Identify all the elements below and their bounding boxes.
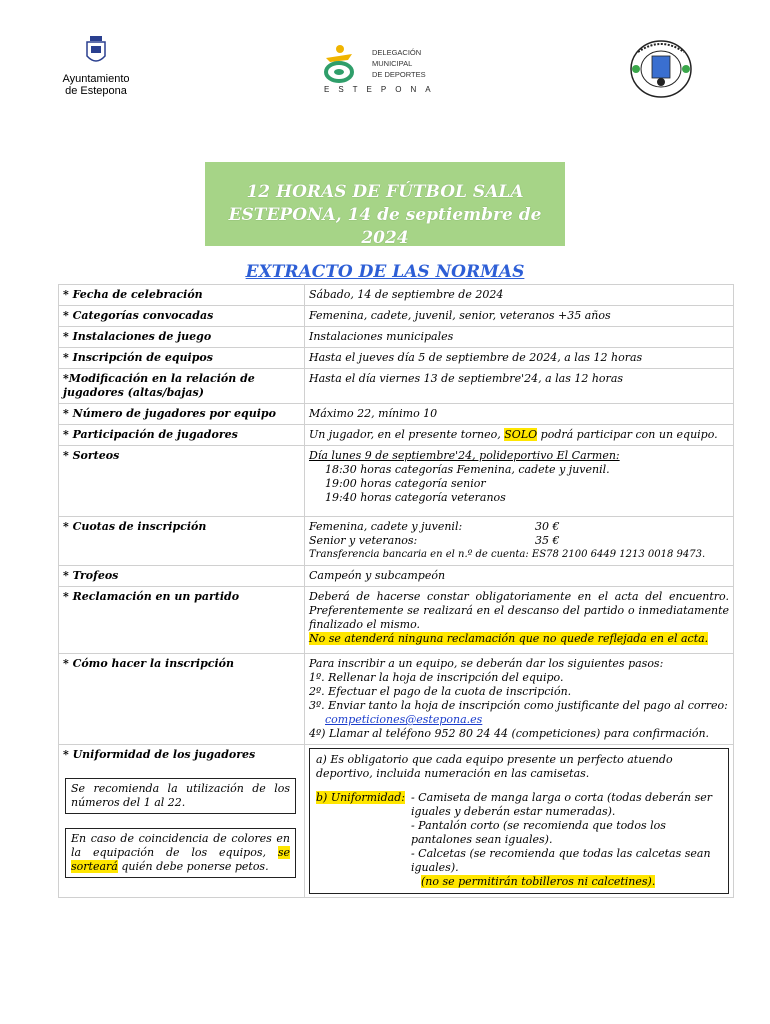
- fee-row: [309, 534, 729, 548]
- draw-time-3: 19:40 horas categoría veteranos: [325, 491, 506, 504]
- event-title: 12 HORAS DE FÚTBOL SALA: [246, 182, 524, 202]
- uniform-a: a) Es obligatorio que cada equipo presente un perfecto atuendo deportivo, incluida numeración en las camisetas.: [316, 753, 673, 780]
- table-row: [59, 327, 734, 348]
- sports-association-seal: [624, 38, 698, 100]
- registration-step-4: 4º) Llamar al teléfono 952 80 24 44 (competiciones) para confirmación.: [309, 727, 710, 740]
- participation-text-end: podrá participar con un equipo.: [537, 428, 718, 441]
- color-clash-text: En caso de coincidencia de colores en la equipación de los equipos,: [71, 832, 290, 859]
- rule-label: * Cuotas de inscripción: [59, 517, 305, 566]
- uniform-shorts: - Pantalón corto (se recomienda que todos los pantalones sean iguales).: [410, 819, 666, 846]
- table-row: [59, 517, 734, 566]
- rule-value: Hasta el día viernes 13 de septiembre'24, a las 12 horas: [305, 369, 734, 404]
- event-date: ESTEPONA, 14 de septiembre de 2024: [228, 205, 542, 248]
- rule-value: [305, 745, 734, 898]
- uniform-b-key: b) Uniformidad:: [316, 791, 405, 804]
- draw-time-1: 18:30 horas categorías Femenina, cadete y juvenil.: [325, 463, 610, 476]
- registration-step-1: 1º. Rellenar la hoja de inscripción del equipo.: [309, 671, 564, 684]
- delegacion-text: [372, 47, 426, 80]
- table-row: [59, 446, 734, 517]
- delegacion-deportes-logo: [322, 44, 440, 98]
- rule-label: * Uniformidad de los jugadores: [63, 748, 256, 761]
- table-row: [59, 566, 734, 587]
- rule-label: *Modificación en la relación de jugadores (altas/bajas): [59, 369, 305, 404]
- rule-label: * Fecha de celebración: [59, 285, 305, 306]
- uniform-box: [309, 748, 729, 894]
- ayuntamiento-line2: de Estepona: [65, 85, 127, 97]
- table-row: [59, 348, 734, 369]
- uniform-warning: (no se permitirán tobilleros ni calcetines).: [420, 875, 656, 888]
- rule-label: * Instalaciones de juego: [59, 327, 305, 348]
- color-clash-note: [65, 828, 296, 878]
- crest-icon: [85, 36, 107, 66]
- table-row: [59, 654, 734, 745]
- rule-value: [305, 446, 734, 517]
- table-row: [59, 285, 734, 306]
- delegacion-line2: MUNICIPAL: [372, 59, 413, 68]
- registration-intro: Para inscribir a un equipo, se deberán dar los siguientes pasos:: [309, 657, 664, 670]
- rule-value: Campeón y subcampeón: [305, 566, 734, 587]
- fee-row: [309, 520, 729, 534]
- table-row: [59, 587, 734, 654]
- table-row: [59, 745, 734, 898]
- rule-value: Femenina, cadete, juvenil, senior, veteranos +35 años: [305, 306, 734, 327]
- bank-transfer: Transferencia bancaria en el n.º de cuenta: ES78 2100 6449 1213 0018 9473.: [309, 549, 706, 560]
- sports-delegation-logo: [322, 44, 356, 84]
- email-link[interactable]: competiciones@estepona.es: [325, 713, 483, 726]
- participation-text: Un jugador, en el presente torneo,: [309, 428, 505, 441]
- rule-value: [305, 654, 734, 745]
- draw-time-2: 19:00 horas categoría senior: [325, 477, 486, 490]
- rule-label: * Cómo hacer la inscripción: [59, 654, 305, 745]
- highlight-draw: se sorteará: [71, 846, 290, 873]
- fee-amount: 30 €: [535, 520, 560, 533]
- uniform-shirt: - Camiseta de manga larga o corta (todas deberán ser iguales y deberán estar numeradas).: [410, 791, 712, 818]
- highlight-solo: SOLO: [504, 428, 538, 441]
- table-row: [59, 404, 734, 425]
- rule-value: [305, 517, 734, 566]
- rule-value: Sábado, 14 de septiembre de 2024: [305, 285, 734, 306]
- fee-label: Femenina, cadete y juvenil:: [309, 520, 463, 533]
- numbers-note: Se recomienda la utilización de los números del 1 al 22.: [65, 778, 296, 814]
- uniform-b: [316, 791, 722, 889]
- rule-label: * Inscripción de equipos: [59, 348, 305, 369]
- rule-value: Hasta el jueves día 5 de septiembre de 2024, a las 12 horas: [305, 348, 734, 369]
- registration-step-2: 2º. Efectuar el pago de la cuota de inscripción.: [309, 685, 572, 698]
- delegacion-line3: DE DEPORTES: [372, 70, 426, 79]
- ayuntamiento-logo: [56, 36, 136, 97]
- section-title: EXTRACTO DE LAS NORMAS: [245, 262, 525, 282]
- fee-label: Senior y veteranos:: [309, 534, 418, 547]
- rule-label: * Participación de jugadores: [59, 425, 305, 446]
- table-row: [59, 369, 734, 404]
- rule-label: * Reclamación en un partido: [59, 587, 305, 654]
- delegacion-city: ESTEPONA: [324, 85, 440, 94]
- rule-label: * Categorías convocadas: [59, 306, 305, 327]
- uniform-socks: - Calcetas (se recomienda que todas las calcetas sean iguales).: [410, 847, 711, 874]
- color-clash-text-end: quién debe ponerse petos.: [117, 860, 269, 873]
- table-row: [59, 306, 734, 327]
- delegacion-line1: DELEGACIÓN: [372, 48, 422, 57]
- table-row: [59, 425, 734, 446]
- rule-label: * Sorteos: [59, 446, 305, 517]
- registration-step-3: 3º. Enviar tanto la hoja de inscripción como justificante del pago al correo:: [309, 699, 728, 712]
- rules-table: [58, 284, 734, 898]
- claim-highlight: No se atenderá ninguna reclamación que no quede reflejada en el acta.: [309, 632, 709, 645]
- fee-amount: 35 €: [535, 534, 560, 547]
- rule-label-cell: [59, 745, 305, 898]
- event-title-banner: [205, 162, 565, 246]
- rule-label: * Trofeos: [59, 566, 305, 587]
- rule-value: Instalaciones municipales: [305, 327, 734, 348]
- draw-date: Día lunes 9 de septiembre'24, polideportivo El Carmen:: [309, 449, 620, 462]
- rule-value: [305, 587, 734, 654]
- rule-label: * Número de jugadores por equipo: [59, 404, 305, 425]
- claim-text: Deberá de hacerse constar obligatoriamente en el acta del encuentro. Preferentemente se realizará en el descanso del partido o inmediatamente finalizado el mismo.: [309, 590, 729, 631]
- rule-value: Máximo 22, mínimo 10: [305, 404, 734, 425]
- ayuntamiento-line1: Ayuntamiento: [62, 73, 130, 85]
- rule-value: [305, 425, 734, 446]
